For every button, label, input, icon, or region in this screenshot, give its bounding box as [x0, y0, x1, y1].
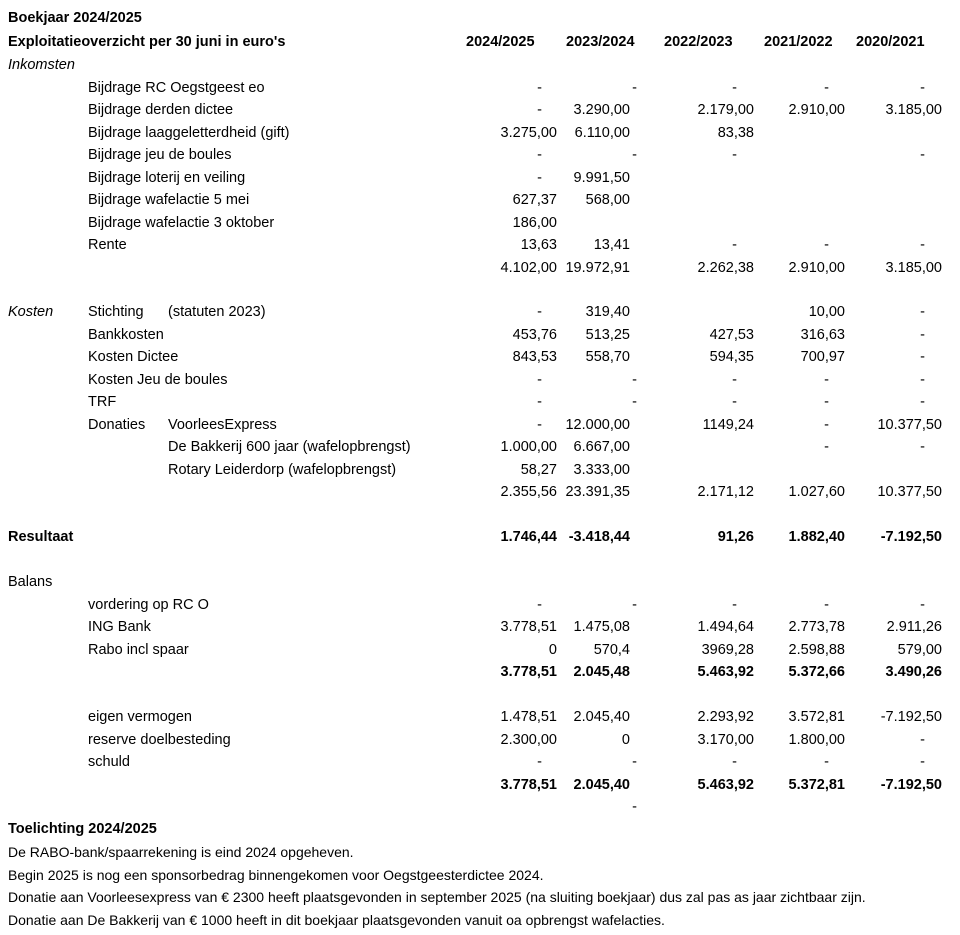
- value-2023-2024: 6.667,00: [573, 439, 630, 455]
- value-2024-2025: 2.300,00: [500, 731, 557, 748]
- value-2022-2023: 5.463,92: [697, 664, 754, 680]
- value-2023-2024: 568,00: [585, 192, 630, 208]
- value-2022-2023: -: [732, 79, 737, 96]
- column-header-year: 2024/2025: [466, 34, 535, 50]
- value-2024-2025: 2.355,56: [500, 484, 557, 500]
- value-2024-2025: -: [537, 394, 542, 410]
- value-2022-2023: -: [732, 237, 737, 253]
- cost-row: [0, 324, 960, 346]
- value-2022-2023: 427,53: [709, 326, 754, 343]
- income-row: [0, 144, 960, 166]
- header-line: [0, 31, 960, 53]
- cost-row: [0, 436, 960, 458]
- value-2024-2025: -: [537, 596, 542, 613]
- asset-row: [0, 616, 960, 638]
- value-2022-2023: 83,38: [717, 124, 754, 141]
- trailing-dash: -: [632, 799, 637, 815]
- notes-title-line: [0, 818, 960, 840]
- value-2020-2021: -: [920, 79, 925, 96]
- row-label: Bijdrage RC Oegstgeest eo: [88, 79, 265, 96]
- value-2023-2024: -: [632, 394, 637, 410]
- value-2021-2022: 2.598,88: [788, 641, 845, 658]
- value-2024-2025: -: [537, 304, 542, 320]
- value-2024-2025: -: [537, 102, 542, 118]
- income-row: [0, 212, 960, 234]
- result-row: [0, 526, 960, 548]
- income-total-row: [0, 257, 960, 279]
- income-row: [0, 167, 960, 189]
- value-2020-2021: 3.490,26: [885, 664, 942, 680]
- value-2021-2022: 316,63: [800, 326, 845, 343]
- note-line: Donatie aan Voorleesexpress van € 2300 heeft plaatsgevonden in september 2025 (na sluiting boekjaar) dus zal pas as jaar zichtbaar zijn.: [8, 889, 866, 905]
- value-2024-2025: 453,76: [512, 326, 557, 343]
- value-2020-2021: -: [920, 731, 925, 748]
- section-label-balans: Balans: [8, 574, 53, 590]
- row-label: Donaties: [88, 416, 146, 433]
- value-2022-2023: -: [732, 147, 737, 163]
- row-label: Kosten Dictee: [88, 349, 179, 365]
- result-label: Resultaat: [8, 529, 74, 545]
- row-label: eigen vermogen: [88, 709, 192, 725]
- value-2022-2023: 91,26: [717, 529, 754, 545]
- value-2021-2022: 5.372,66: [788, 664, 845, 680]
- value-2024-2025: 58,27: [520, 461, 557, 478]
- value-2024-2025: -: [537, 754, 542, 770]
- value-2023-2024: 13,41: [593, 237, 630, 253]
- row-label: Bijdrage wafelactie 3 oktober: [88, 214, 275, 231]
- value-2020-2021: -: [920, 147, 925, 163]
- income-row: [0, 99, 960, 121]
- row-label: Bijdrage wafelactie 5 mei: [88, 192, 250, 208]
- value-2024-2025: 1.746,44: [500, 529, 557, 545]
- value-2023-2024: 2.045,40: [573, 776, 630, 793]
- value-2023-2024: -: [632, 79, 637, 96]
- value-2020-2021: 10.377,50: [877, 484, 942, 500]
- value-2021-2022: -: [824, 79, 829, 96]
- value-2024-2025: -: [537, 79, 542, 96]
- row-sublabel: De Bakkerij 600 jaar (wafelopbrengst): [168, 439, 411, 455]
- report-title: Boekjaar 2024/2025: [8, 10, 142, 26]
- value-2023-2024: 513,25: [585, 326, 630, 343]
- value-2020-2021: 579,00: [897, 641, 942, 658]
- value-2021-2022: 10,00: [808, 304, 845, 320]
- balance-header: [0, 571, 960, 593]
- value-2022-2023: 1.494,64: [697, 619, 754, 635]
- notes-title: Toelichting 2024/2025: [8, 821, 157, 837]
- value-2022-2023: 5.463,92: [697, 776, 754, 793]
- value-2024-2025: 186,00: [512, 214, 557, 231]
- cost-row: [0, 369, 960, 391]
- row-label: reserve doelbesteding: [88, 731, 231, 748]
- row-sublabel: Rotary Leiderdorp (wafelopbrengst): [168, 461, 397, 478]
- cost-row: [0, 391, 960, 413]
- value-2021-2022: -: [824, 754, 829, 770]
- value-2021-2022: 2.910,00: [788, 102, 845, 118]
- value-2020-2021: -: [920, 394, 925, 410]
- value-2024-2025: -: [537, 371, 542, 388]
- value-2021-2022: 700,97: [800, 349, 845, 365]
- value-2023-2024: 0: [621, 731, 630, 748]
- value-2023-2024: 1.475,08: [573, 619, 630, 635]
- value-2024-2025: 843,53: [512, 349, 557, 365]
- value-2022-2023: -: [732, 596, 737, 613]
- value-2020-2021: -: [920, 326, 925, 343]
- value-2023-2024: 12.000,00: [565, 416, 630, 433]
- value-2020-2021: -: [920, 349, 925, 365]
- value-2022-2023: -: [732, 371, 737, 388]
- value-2020-2021: -: [920, 371, 925, 388]
- section-label-kosten: Kosten: [8, 304, 54, 320]
- row-label: Bijdrage loterij en veiling: [88, 169, 246, 186]
- income-row: [0, 122, 960, 144]
- value-2023-2024: -3.418,44: [568, 529, 630, 545]
- value-2020-2021: 2.911,26: [886, 619, 942, 635]
- cost-total-row: [0, 481, 960, 503]
- value-2023-2024: 2.045,48: [573, 664, 630, 680]
- value-2021-2022: 2.773,78: [788, 619, 845, 635]
- value-2022-2023: -: [732, 394, 737, 410]
- value-2023-2024: -: [632, 147, 637, 163]
- row-label: Bijdrage laaggeletterdheid (gift): [88, 124, 290, 141]
- value-2024-2025: 627,37: [512, 192, 557, 208]
- column-header-year: 2023/2024: [566, 34, 635, 50]
- cost-row: [0, 414, 960, 436]
- value-2020-2021: -7.192,50: [880, 709, 942, 725]
- value-2022-2023: 2.262,38: [697, 259, 754, 276]
- value-2022-2023: 2.179,00: [697, 102, 754, 118]
- column-header-year: 2021/2022: [764, 34, 833, 50]
- value-2023-2024: -: [632, 371, 637, 388]
- note-line: De RABO-bank/spaarrekening is eind 2024 opgeheven.: [8, 844, 354, 860]
- row-label: Rabo incl spaar: [88, 641, 189, 658]
- value-2023-2024: 319,40: [585, 304, 630, 320]
- column-header-year: 2022/2023: [664, 34, 733, 50]
- asset-row: [0, 594, 960, 616]
- value-2024-2025: 1.000,00: [500, 439, 557, 455]
- value-2024-2025: 3.275,00: [500, 124, 557, 141]
- income-row: [0, 234, 960, 256]
- value-2024-2025: 3.778,51: [500, 664, 557, 680]
- value-2024-2025: 3.778,51: [500, 619, 557, 635]
- value-2024-2025: 13,63: [520, 237, 557, 253]
- value-2021-2022: 1.027,60: [788, 484, 845, 500]
- row-label: Bijdrage derden dictee: [88, 102, 234, 118]
- value-2024-2025: -: [537, 147, 542, 163]
- value-2022-2023: -: [732, 754, 737, 770]
- income-row: [0, 189, 960, 211]
- value-2023-2024: -: [632, 754, 637, 770]
- value-2020-2021: -: [920, 596, 925, 613]
- value-2020-2021: -: [920, 754, 925, 770]
- column-header-year: 2020/2021: [856, 34, 925, 50]
- value-2020-2021: -: [920, 304, 925, 320]
- value-2024-2025: 3.778,51: [500, 776, 557, 793]
- value-2023-2024: 19.972,91: [565, 259, 630, 276]
- value-2020-2021: 3.185,00: [885, 259, 942, 276]
- value-2022-2023: 2.171,12: [697, 484, 754, 500]
- value-2021-2022: -: [824, 371, 829, 388]
- row-label: Kosten Jeu de boules: [88, 371, 228, 388]
- value-2022-2023: 1149,24: [702, 416, 754, 433]
- value-2021-2022: 3.572,81: [788, 709, 845, 725]
- liability-row: [0, 706, 960, 728]
- cost-row: [0, 301, 960, 323]
- report-subtitle: Exploitatieoverzicht per 30 juni in euro's: [8, 34, 286, 50]
- row-label: Bijdrage jeu de boules: [88, 147, 232, 163]
- value-2023-2024: 3.333,00: [573, 461, 630, 478]
- value-2024-2025: 1.478,51: [500, 709, 557, 725]
- value-2023-2024: 3.290,00: [573, 102, 630, 118]
- value-2020-2021: -7.192,50: [880, 529, 942, 545]
- value-2020-2021: -7.192,50: [880, 776, 942, 793]
- note-line: Begin 2025 is nog een sponsorbedrag binnengekomen voor Oegstgeesterdictee 2024.: [8, 866, 544, 883]
- asset-total-row: [0, 661, 960, 683]
- liability-row: [0, 751, 960, 773]
- row-label: vordering op RC O: [88, 596, 209, 613]
- value-2024-2025: -: [537, 169, 542, 186]
- row-label: Stichting: [88, 304, 144, 320]
- row-sublabel: VoorleesExpress: [168, 416, 277, 433]
- income-row: [0, 77, 960, 99]
- value-2023-2024: 23.391,35: [565, 484, 630, 500]
- value-2020-2021: -: [920, 237, 925, 253]
- section-label-inkomsten: Inkomsten: [8, 57, 75, 73]
- trailing-row: [0, 796, 960, 818]
- row-label: ING Bank: [88, 619, 151, 635]
- value-2023-2024: 570,4: [593, 641, 630, 658]
- row-label: Bankkosten: [88, 326, 164, 343]
- liability-row: [0, 729, 960, 751]
- value-2024-2025: -: [537, 416, 542, 433]
- value-2023-2024: 558,70: [585, 349, 630, 365]
- value-2022-2023: 2.293,92: [697, 709, 754, 725]
- value-2023-2024: 9.991,50: [573, 169, 630, 186]
- value-2023-2024: 2.045,40: [573, 709, 630, 725]
- cost-row: [0, 346, 960, 368]
- value-2021-2022: -: [824, 237, 829, 253]
- asset-row: [0, 639, 960, 661]
- value-2024-2025: 4.102,00: [500, 259, 557, 276]
- title-line: [0, 7, 960, 29]
- value-2021-2022: -: [824, 416, 829, 433]
- note-line: Donatie aan De Bakkerij van € 1000 heeft in dit boekjaar plaatsgevonden vanuit oa opbrengst wafelacties.: [8, 911, 665, 928]
- row-label: Rente: [88, 237, 127, 253]
- liability-total-row: [0, 774, 960, 796]
- row-label: TRF: [88, 394, 117, 410]
- value-2021-2022: 2.910,00: [788, 259, 845, 276]
- row-label: schuld: [88, 754, 130, 770]
- value-2021-2022: -: [824, 394, 829, 410]
- value-2021-2022: 1.882,40: [788, 529, 845, 545]
- value-2022-2023: 3969,28: [701, 641, 754, 658]
- value-2021-2022: -: [824, 439, 829, 455]
- value-2020-2021: 10.377,50: [877, 416, 942, 433]
- row-sublabel: (statuten 2023): [168, 304, 266, 320]
- value-2023-2024: 6.110,00: [574, 124, 630, 141]
- value-2024-2025: 0: [548, 641, 557, 658]
- cost-row: [0, 459, 960, 481]
- inkomsten-header: [0, 54, 960, 76]
- value-2021-2022: 5.372,81: [788, 776, 845, 793]
- value-2020-2021: -: [920, 439, 925, 455]
- value-2022-2023: 3.170,00: [697, 731, 754, 748]
- value-2023-2024: -: [632, 596, 637, 613]
- value-2021-2022: -: [824, 596, 829, 613]
- value-2022-2023: 594,35: [709, 349, 754, 365]
- value-2020-2021: 3.185,00: [885, 102, 942, 118]
- value-2021-2022: 1.800,00: [788, 731, 845, 748]
